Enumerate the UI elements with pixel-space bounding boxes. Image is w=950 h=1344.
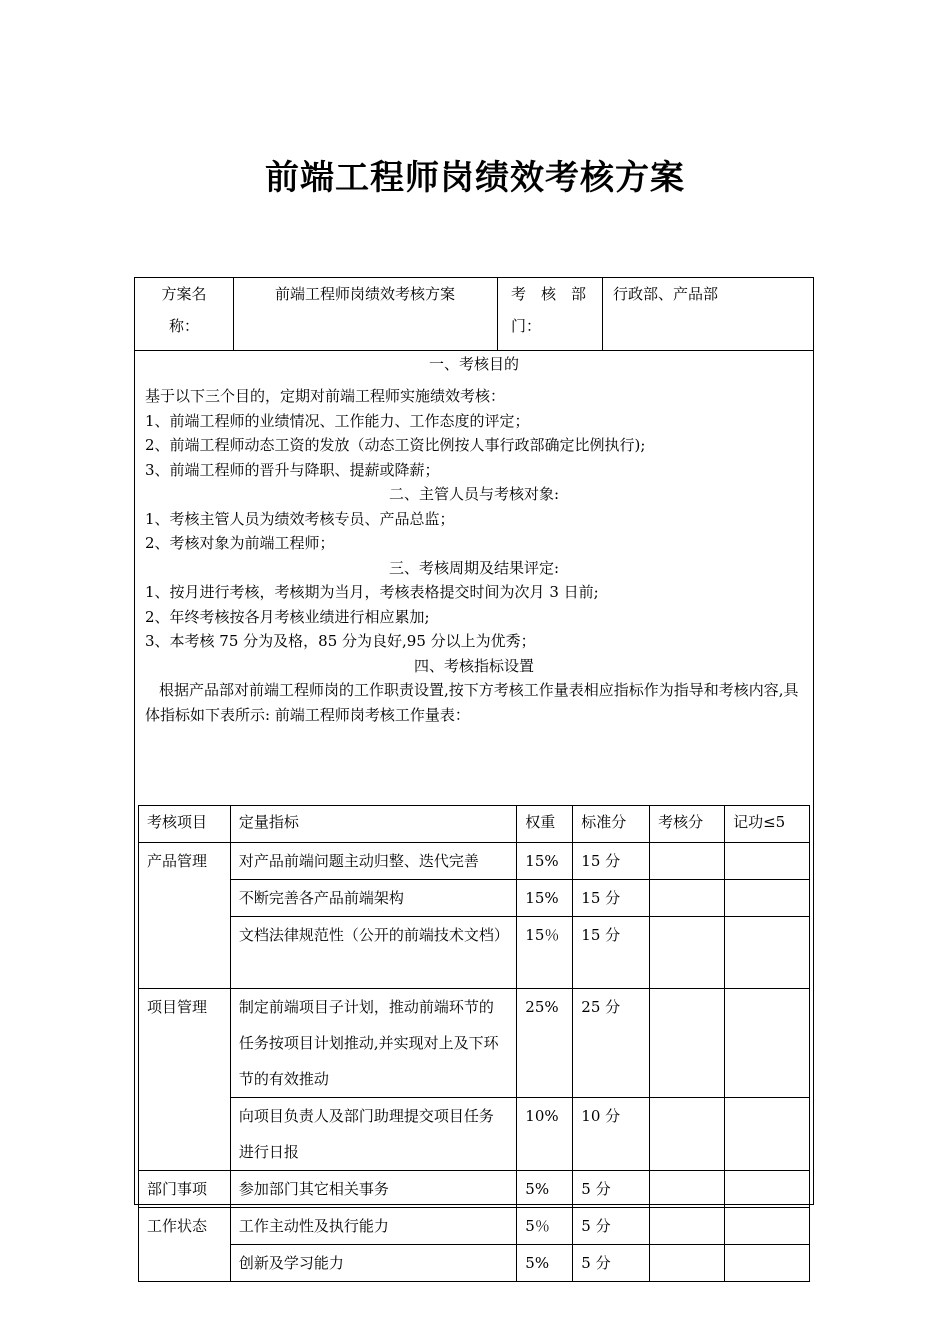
- dept-label: [511, 278, 601, 350]
- kpi-assessed-score-cell[interactable]: [650, 917, 725, 989]
- kpi-row: [139, 917, 810, 989]
- document-title: 前端工程师岗绩效考核方案: [265, 158, 685, 198]
- plan-header-row: [135, 278, 813, 351]
- kpi-header-cell: 考核分: [650, 806, 725, 843]
- kpi-merit-cell[interactable]: [725, 989, 810, 1098]
- kpi-weight-cell: 15%: [517, 880, 573, 917]
- supervisor-item: 2、考核对象为前端工程师；: [145, 534, 335, 552]
- section-title-indicators: 四、考核指标设置: [413, 656, 534, 675]
- plan-name-label: [135, 278, 233, 350]
- kpi-category-cell: 产品管理: [139, 843, 231, 989]
- kpi-merit-cell[interactable]: [725, 843, 810, 880]
- kpi-header-cell: 记功≤5: [725, 806, 810, 843]
- kpi-assessed-score-cell[interactable]: [650, 1171, 725, 1208]
- cycle-item: 3、本考核 75 分为及格，85 分为良好,95 分以上为优秀；: [145, 632, 536, 650]
- section-title-purpose: 一、考核目的: [428, 355, 519, 373]
- kpi-score-cell: 5 分: [573, 1208, 650, 1245]
- kpi-merit-cell[interactable]: [725, 1098, 810, 1171]
- divider: [497, 278, 498, 350]
- kpi-score-cell: 5 分: [573, 1245, 650, 1282]
- kpi-indicator-cell: 参加部门其它相关事务: [230, 1171, 516, 1208]
- kpi-merit-cell[interactable]: [725, 880, 810, 917]
- kpi-indicator-cell: 向项目负责人及部门助理提交项目任务进行日报: [230, 1098, 516, 1171]
- kpi-score-cell: 15 分: [573, 917, 650, 989]
- kpi-table: [138, 805, 810, 1282]
- kpi-score-cell: 5 分: [573, 1171, 650, 1208]
- kpi-merit-cell[interactable]: [725, 917, 810, 989]
- dept-label-line2: 门：: [511, 317, 542, 335]
- kpi-indicator-cell: 不断完善各产品前端架构: [230, 880, 516, 917]
- cycle-item: 1、按月进行考核，考核期为当月，考核表格提交时间为次月 3 日前;: [145, 583, 599, 601]
- kpi-indicator-cell: 文档法律规范性（公开的前端技术文档）: [230, 917, 516, 989]
- kpi-score-cell: 10 分: [573, 1098, 650, 1171]
- kpi-indicator-cell: 工作主动性及执行能力: [230, 1208, 516, 1245]
- dept-label-line1: 考 核 部: [511, 285, 587, 303]
- cycle-item: 2、年终考核按各月考核业绩进行相应累加;: [145, 607, 430, 626]
- purpose-intro: 基于以下三个目的，定期对前端工程师实施绩效考核：: [145, 387, 506, 405]
- kpi-indicator-cell: 制定前端项目子计划，推动前端环节的任务按项目计划推动,并实现对上及下环节的有效推动: [230, 989, 516, 1098]
- plan-name-label-line1: 方案名: [161, 285, 207, 303]
- plan-name-value: 前端工程师岗绩效考核方案: [274, 285, 455, 303]
- kpi-weight-cell: 5%: [517, 1171, 573, 1208]
- kpi-category-cell: 工作状态: [139, 1208, 231, 1282]
- purpose-item: 2、前端工程师动态工资的发放（动态工资比例按人事行政部确定比例执行);: [145, 436, 646, 454]
- kpi-weight-cell: 25%: [517, 989, 573, 1098]
- kpi-assessed-score-cell[interactable]: [650, 1245, 725, 1282]
- kpi-weight-cell: 5%: [517, 1245, 573, 1282]
- kpi-merit-cell[interactable]: [725, 1245, 810, 1282]
- kpi-header-cell: 定量指标: [230, 806, 516, 843]
- kpi-assessed-score-cell[interactable]: [650, 1098, 725, 1171]
- divider: [602, 278, 603, 350]
- kpi-score-cell: 15 分: [573, 880, 650, 917]
- kpi-weight-cell: 5％: [517, 1208, 573, 1245]
- section-title-cycle: 三、考核周期及结果评定:: [388, 558, 560, 577]
- kpi-category-cell: 项目管理: [139, 989, 231, 1171]
- section-title-supervisors: 二、主管人员与考核对象:: [388, 485, 560, 503]
- kpi-row: [139, 1098, 810, 1171]
- kpi-assessed-score-cell[interactable]: [650, 843, 725, 880]
- plan-name-label-line2: 称：: [168, 317, 199, 335]
- kpi-weight-cell: 10%: [517, 1098, 573, 1171]
- kpi-row: [139, 989, 810, 1098]
- kpi-weight-cell: 15％: [517, 917, 573, 989]
- supervisor-item: 1、考核主管人员为绩效考核专员、产品总监；: [145, 509, 455, 528]
- kpi-merit-cell[interactable]: [725, 1171, 810, 1208]
- dept-value: 行政部、产品部: [613, 285, 719, 303]
- kpi-assessed-score-cell[interactable]: [650, 880, 725, 917]
- kpi-header-row: [139, 806, 810, 843]
- kpi-row: [139, 1208, 810, 1245]
- kpi-merit-cell[interactable]: [725, 1208, 810, 1245]
- indicator-paragraph: 根据产品部对前端工程师岗的工作职责设置,按下方考核工作量表相应指标作为指导和考核内容,具体指标如下表所示: 前端工程师岗考核工作量表：: [145, 681, 799, 724]
- kpi-assessed-score-cell[interactable]: [650, 989, 725, 1098]
- kpi-score-cell: 25 分: [573, 989, 650, 1098]
- kpi-header-cell: 标准分: [573, 806, 650, 843]
- kpi-header-cell: 考核项目: [139, 806, 231, 843]
- plan-body: [135, 351, 813, 1272]
- kpi-row: [139, 1171, 810, 1208]
- purpose-item: 1、前端工程师的业绩情况、工作能力、工作态度的评定；: [145, 411, 530, 430]
- purpose-item: 3、前端工程师的晋升与降职、提薪或降薪；: [145, 460, 440, 479]
- kpi-indicator-cell: 对产品前端问题主动归整、迭代完善: [230, 843, 516, 880]
- kpi-category-cell: 部门事项: [139, 1171, 231, 1208]
- kpi-row: [139, 843, 810, 880]
- kpi-indicator-cell: 创新及学习能力: [230, 1245, 516, 1282]
- plan-frame: [134, 277, 814, 1272]
- kpi-row: [139, 1245, 810, 1282]
- kpi-header-cell: 权重: [517, 806, 573, 843]
- kpi-assessed-score-cell[interactable]: [650, 1208, 725, 1245]
- kpi-score-cell: 15 分: [573, 843, 650, 880]
- kpi-row: [139, 880, 810, 917]
- kpi-weight-cell: 15%: [517, 843, 573, 880]
